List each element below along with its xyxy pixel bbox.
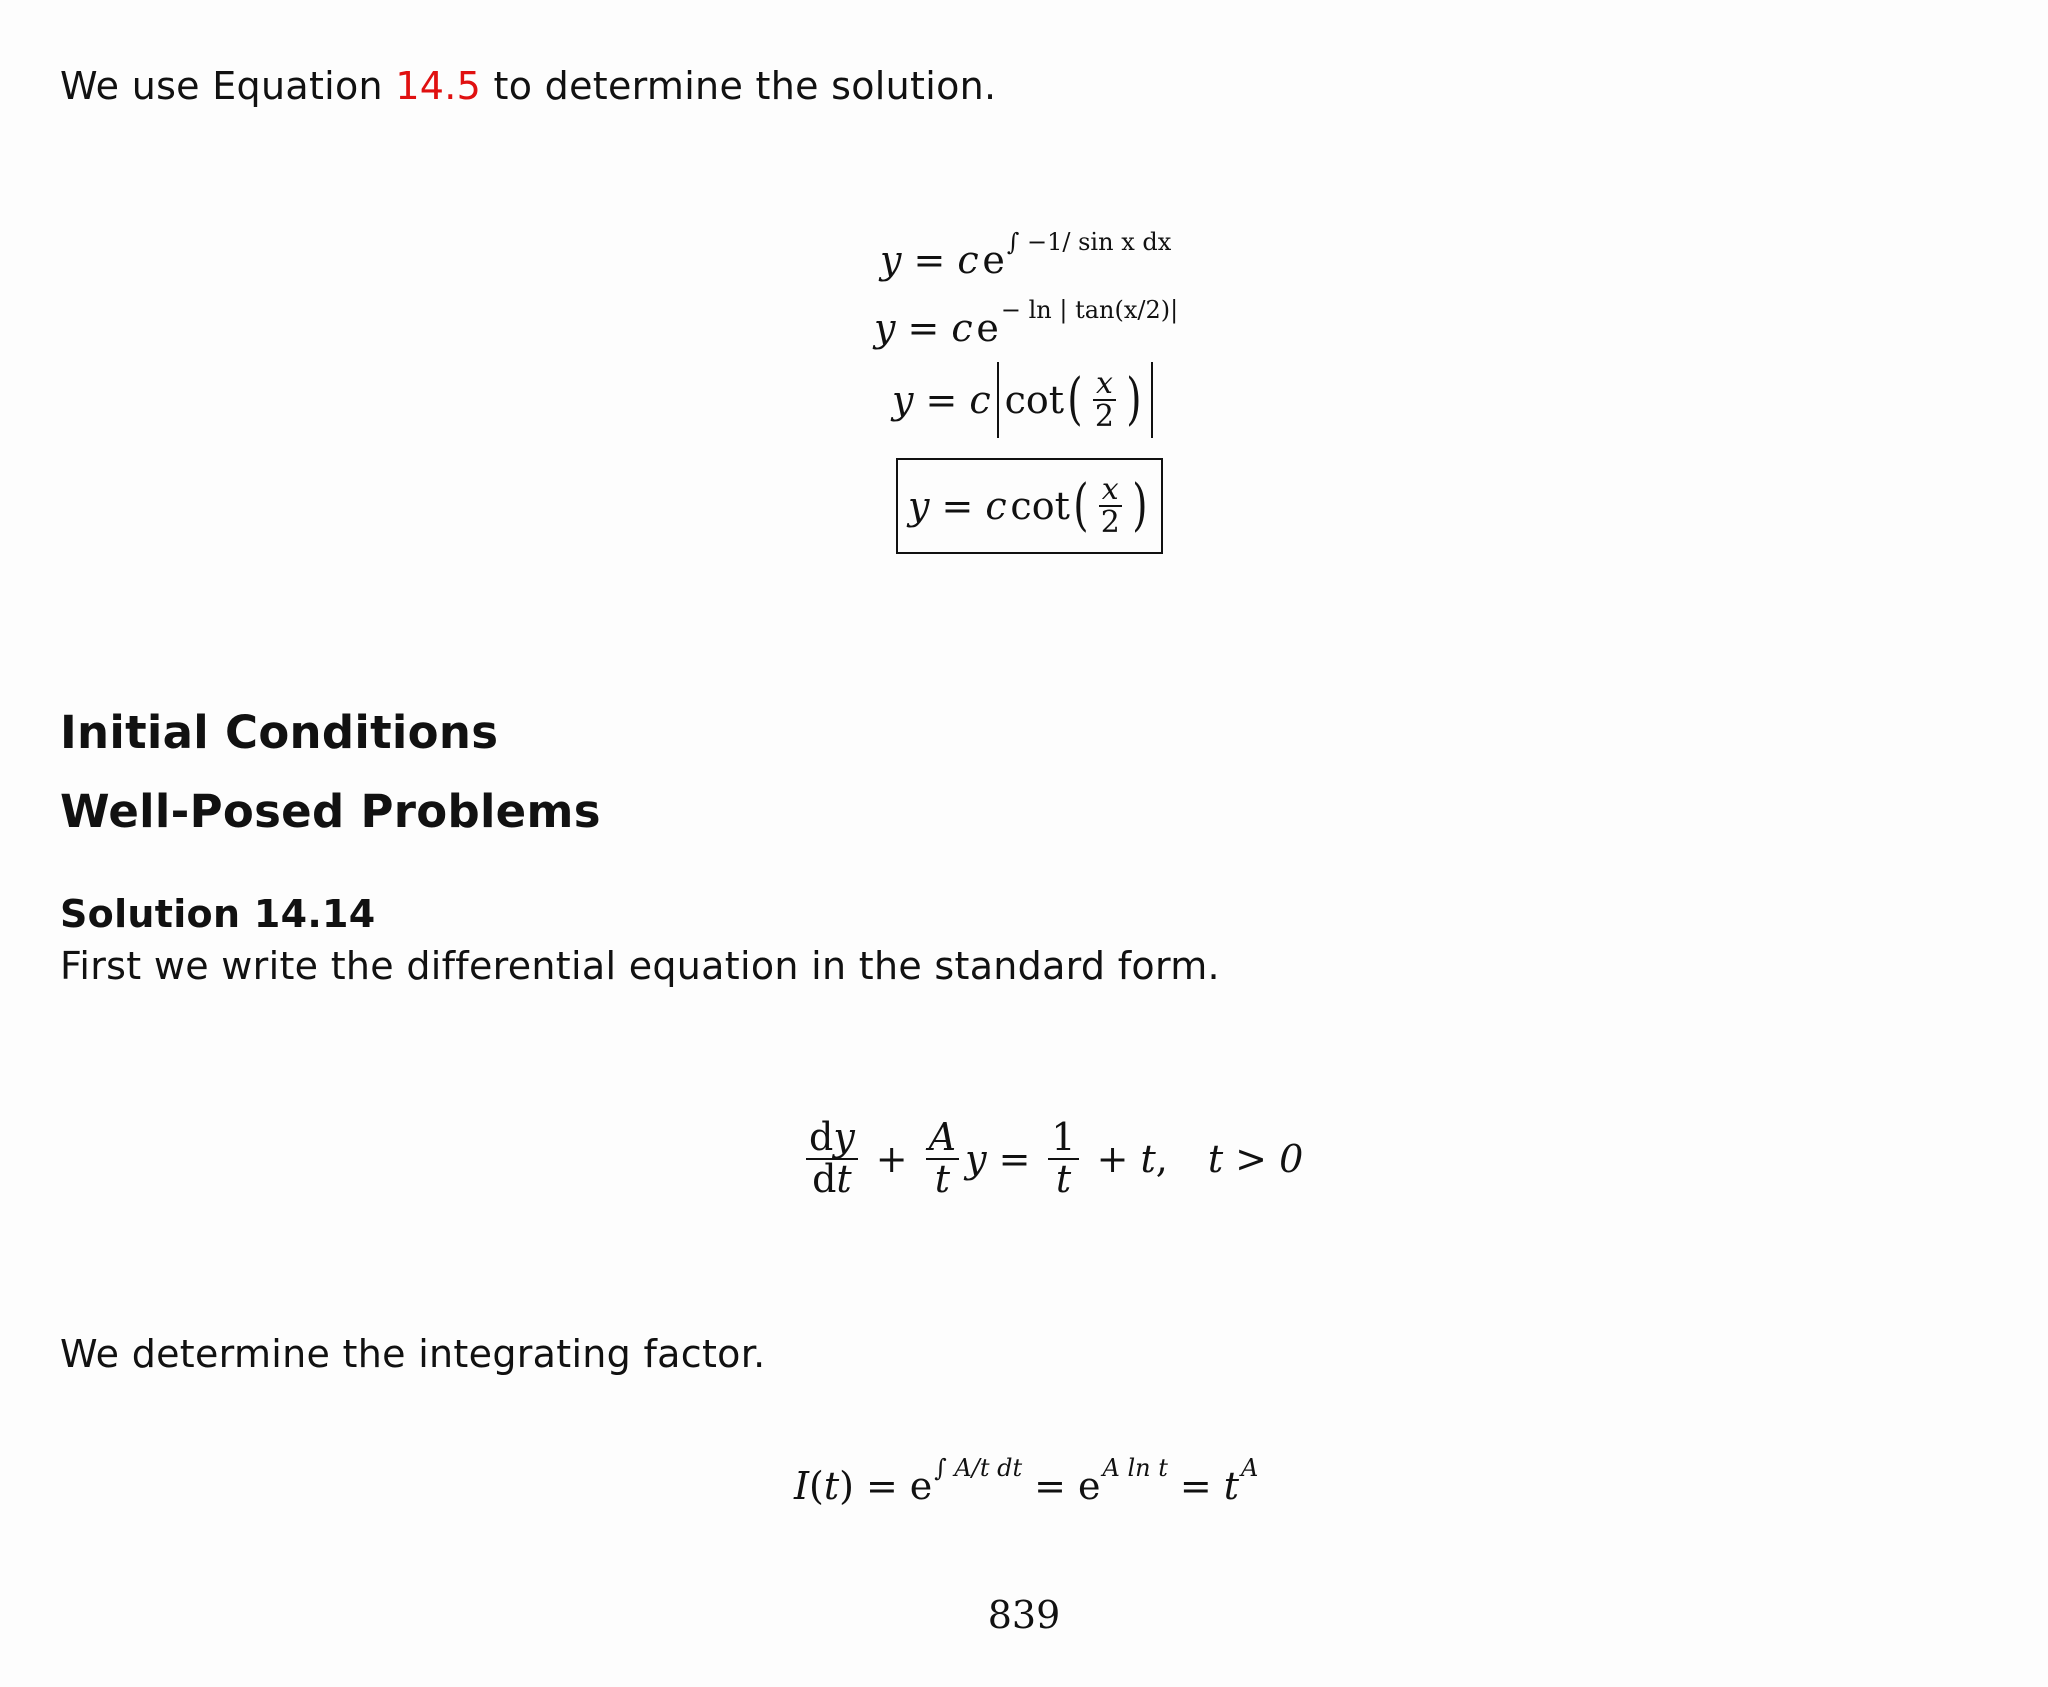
heading-well-posed-problems: Well-Posed Problems — [60, 785, 601, 838]
integrating-factor-equation: I ( t ) = e $^{\int A/t dt}$ = e $^{A ln t}$ = t $^A$ — [794, 1454, 1259, 1508]
heading-initial-conditions: Initial Conditions — [60, 706, 499, 759]
boxed-final-solution: y = c cot ( $\frac{x}{2}$ ) — [896, 458, 1163, 554]
fraction-x-over-2-boxed: $\frac{x}{2}$ — [1100, 471, 1120, 540]
cot-label: cot — [1004, 378, 1065, 422]
exponent-integral: ∫ −1/ sin x dx — [1006, 228, 1172, 256]
ode-condition: t > 0 — [1207, 1136, 1304, 1181]
fraction-A-over-t: $\frac{A}{t}$ — [926, 1118, 959, 1200]
cot-label-boxed: cot — [1010, 484, 1070, 528]
equation-line-1: y = c e $^{\int -1/ sin x dx}$ — [880, 228, 1172, 282]
solution-title: Solution 14.14 — [60, 892, 376, 936]
equation-line-3: y = c cot ( $\frac{x}{2}$ ) — [892, 362, 1159, 438]
equation-reference-link[interactable]: 14.5 — [395, 64, 482, 108]
integrating-factor-text: We determine the integrating factor. — [60, 1332, 766, 1376]
intro-text-after: to determine the solution. — [481, 64, 997, 108]
abs-bar-left — [997, 362, 999, 438]
fraction-dy-dt: $\frac{dy}{dt}$ — [806, 1118, 858, 1200]
exponent-A-ln-t: A ln t — [1102, 1454, 1168, 1482]
abs-bar-right — [1151, 362, 1153, 438]
fraction-1-over-t: $\frac{1}{t}$ — [1048, 1118, 1078, 1200]
solution-text: First we write the differential equation in the standard form. — [60, 944, 1220, 988]
page-number: 839 — [987, 1593, 1061, 1637]
intro-paragraph — [60, 64, 996, 110]
exponent-A: A — [1240, 1454, 1259, 1482]
ode-standard-form: $\frac{dy}{dt}$ + $\frac{A}{t}$ y = $\frac{1}{t}$ + t , t > 0 — [800, 1118, 1303, 1200]
intro-text-before: We use Equation — [60, 64, 396, 108]
fraction-x-over-2: $\frac{x}{2}$ — [1094, 365, 1114, 434]
exponent-integral-A-over-t: ∫ A/t dt — [934, 1454, 1023, 1482]
equation-line-2: y = c e $^{- ln | tan(x/2)|}$ — [874, 296, 1179, 350]
exponent-log: − ln | tan(x/2)| — [1000, 296, 1179, 324]
